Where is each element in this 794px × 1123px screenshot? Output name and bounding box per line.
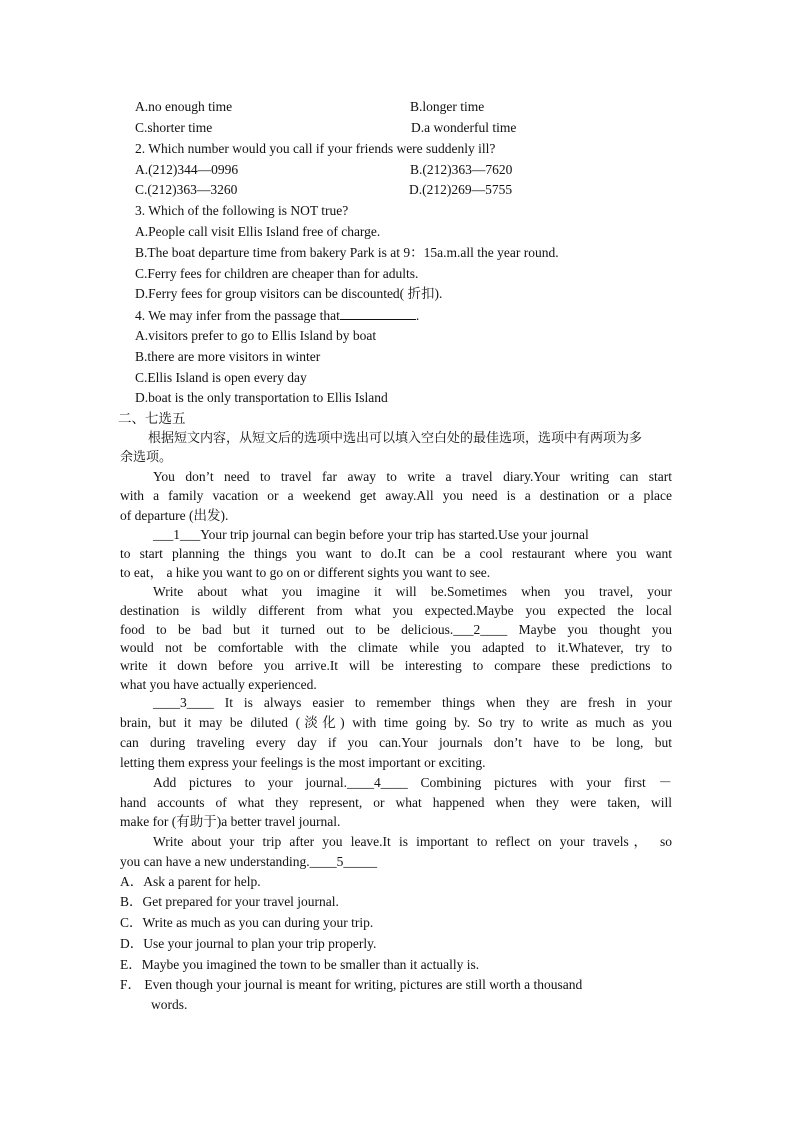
passage-p5-line3: make for (有助于)a better travel journal. [120, 814, 341, 829]
passage-p2-line1 [153, 526, 672, 544]
passage-p6-line1: Write about your trip after you leave.It is important to reflect on your travels， so [153, 834, 672, 849]
choice-c: C．Write as much as you can during your trip. [120, 915, 374, 930]
q4-option-c: C.Ellis Island is open every day [135, 370, 307, 385]
passage-p2-line3: to eat， a hike you want to go on or different sights you want to see. [120, 565, 491, 580]
choice-b: B．Get prepared for your travel journal. [120, 894, 339, 909]
q4-stem [135, 306, 419, 325]
q4-option-b: B.there are more visitors in winter [135, 349, 321, 364]
choice-f-line2: words. [151, 997, 188, 1012]
passage-p3-line1: Write about what you imagine it will be.Sometimes when you travel, your [153, 584, 672, 599]
q2-option-a: A.(212)344—0996 [135, 162, 239, 177]
q2-stem: 2. Which number would you call if your friends were suddenly ill? [135, 141, 496, 156]
passage-p3-line6: what you have actually experienced. [120, 677, 317, 692]
q3-option-d: D.Ferry fees for group visitors can be discounted( 折扣). [135, 286, 443, 301]
q4-stem-text: 4. We may infer from the passage that [135, 308, 340, 323]
passage-p3-line5: write it down before you arrive.It will be interesting to compare these predictions to [120, 658, 672, 673]
passage-p3-line4: would not be comfortable with the climate while you adapted to it.Whatever, try to [120, 640, 672, 655]
q3-stem: 3. Which of the following is NOT true? [135, 203, 349, 218]
choice-f-line1: F． Even though your journal is meant for writing, pictures are still worth a thousand [120, 977, 583, 992]
passage-p4-line1: ____3____ It is always easier to remember things when they are fresh in your [153, 695, 672, 710]
answer-blank [340, 306, 416, 320]
q3-option-b: B.The boat departure time from bakery Park is at 9：15a.m.all the year round. [135, 245, 559, 260]
passage-p4-line4: letting them express your feelings is the most important or exciting. [120, 755, 486, 770]
passage-p1-line1: You don’t need to travel far away to write a travel diary.Your writing can start [153, 469, 672, 484]
q4-stem-end: . [415, 308, 420, 323]
section-heading: 二、七选五 [118, 411, 186, 427]
choice-a: A．Ask a parent for help. [120, 874, 261, 889]
passage-p1-line3: of departure (出发). [120, 508, 229, 523]
q1-option-d: D.a wonderful time [411, 120, 517, 135]
passage-p2-line1-text: Your trip journal can begin before your trip has started.Use your journal [200, 527, 589, 542]
q2-option-d: D.(212)269—5755 [409, 182, 513, 197]
q4-option-a: A.visitors prefer to go to Ellis Island by boat [135, 328, 377, 343]
passage-p6-line2: you can have a new understanding.____5_____ [120, 854, 378, 869]
q1-option-b: B.longer time [410, 99, 485, 114]
q1-option-a: A.no enough time [135, 99, 233, 114]
passage-p4-line3: can during traveling every day if you can.Your journals don’t have to be long, but [120, 735, 672, 750]
passage-p3-line3: food to be bad but it turned out to be delicious.___2____ Maybe you thought you [120, 622, 672, 637]
blank-1: ___1___ [153, 527, 201, 542]
passage-p3-line2: destination is wildly different from what you expected.Maybe you expected the local [120, 603, 672, 618]
q3-option-a: A.People call visit Ellis Island free of charge. [135, 224, 381, 239]
choice-d: D．Use your journal to plan your trip properly. [120, 936, 377, 951]
q3-option-c: C.Ferry fees for children are cheaper than for adults. [135, 266, 419, 281]
passage-p4-line2: brain, but it may be diluted (淡化) with time going by. So try to write as much as you [120, 715, 672, 730]
passage-p5-line2: hand accounts of what they represent, or what happened when they were taken, will [120, 795, 672, 810]
passage-p2-line2: to start planning the things you want to do.It can be a cool restaurant where you want [120, 546, 672, 561]
section-instruction-line1: 根据短文内容，从短文后的选项中选出可以填入空白处的最佳选项，选项中有两项为多 [148, 431, 643, 446]
choice-e: E．Maybe you imagined the town to be smaller than it actually is. [120, 957, 480, 972]
q2-option-b: B.(212)363—7620 [410, 162, 513, 177]
q1-option-c: C.shorter time [135, 120, 213, 135]
section-instruction-line2: 余选项。 [120, 450, 173, 465]
passage-p5-line1: Add pictures to your journal.____4____ Combining pictures with your first － [153, 775, 672, 790]
q2-option-c: C.(212)363—3260 [135, 182, 238, 197]
q4-option-d: D.boat is the only transportation to Ellis Island [135, 390, 388, 405]
passage-p1-line2: with a family vacation or a weekend get away.All you need is a destination or a place [120, 488, 672, 503]
